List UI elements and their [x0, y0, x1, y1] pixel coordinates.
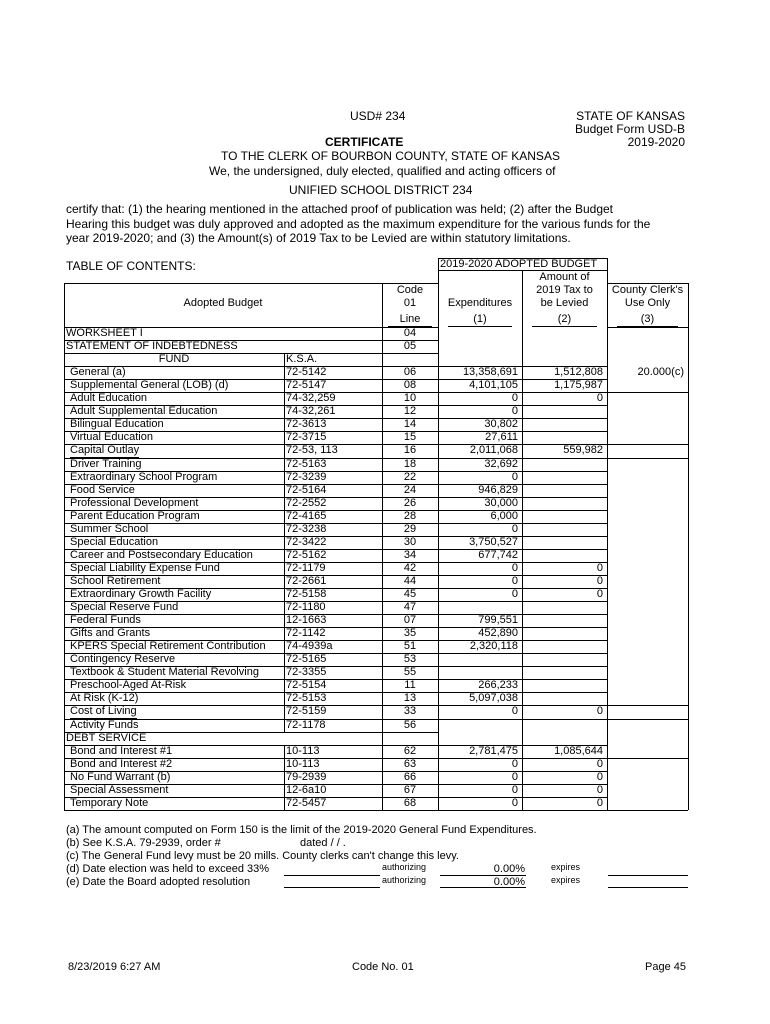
fund-row-code: 08 — [403, 379, 417, 392]
fund-row-code: 28 — [403, 509, 417, 522]
debt-row-ksa: 10-113 — [286, 757, 320, 770]
fund-row-code: 29 — [403, 522, 417, 535]
fund-header: FUND — [158, 353, 190, 366]
clerk-rule — [607, 758, 688, 759]
fund-row-name: Supplemental General (LOB) (d) — [70, 379, 229, 392]
fund-row-ksa: 72-5154 — [286, 679, 327, 692]
fund-row-code: 33 — [403, 705, 417, 718]
fund-row-ksa: 72-3239 — [286, 470, 327, 483]
clerk-bottom — [607, 810, 688, 811]
fund-row-tax: 0 — [596, 705, 603, 718]
adopted-budget-header: 2019-2020 ADOPTED BUDGET — [440, 258, 598, 270]
fund-row-ksa: 72-3422 — [286, 535, 327, 548]
debt-row-code: 62 — [403, 744, 417, 757]
col-expenditures-num: (1) — [473, 313, 487, 325]
fund-row-ksa: 72-5147 — [286, 379, 327, 392]
fund-row-ksa: 72-5142 — [286, 366, 327, 379]
fund-row-expenditures: 0 — [511, 574, 518, 587]
fund-row-code: 56 — [403, 718, 417, 731]
fund-row-name: Special Education — [70, 535, 159, 548]
fund-row-expenditures: 799,551 — [478, 614, 518, 627]
debt-service-label: DEBT SERVICE — [66, 731, 147, 744]
fund-row-code: 45 — [403, 588, 417, 600]
fund-row-code: 11 — [404, 679, 416, 692]
fund-row-code: 16 — [403, 444, 417, 457]
fund-row-ksa: 74-32,259 — [286, 392, 336, 405]
fund-row-ksa: 72-1142 — [286, 627, 326, 640]
fund-row-expenditures: 30,802 — [484, 418, 518, 431]
exp-num-underline — [448, 326, 512, 327]
fund-row-name: Capital Outlay — [70, 444, 140, 457]
fund-row-ksa: 72-5153 — [286, 692, 327, 705]
fund-row-name: Career and Postsecondary Education — [70, 548, 253, 561]
fund-row-code: 12 — [403, 405, 417, 418]
footer-timestamp: 8/23/2019 6:27 AM — [68, 961, 161, 973]
fund-row-code: 14 — [403, 418, 417, 431]
debt-row-name: Bond and Interest #1 — [70, 744, 173, 757]
fund-row-name: Federal Funds — [70, 614, 141, 627]
debt-row-expenditures: 0 — [511, 770, 518, 783]
clerk-rule — [607, 705, 688, 706]
fund-row-expenditures: 5,097,038 — [469, 692, 518, 705]
fund-row-tax: 0 — [596, 574, 603, 587]
clerk-rule — [607, 392, 688, 393]
fund-row-name: General (a) — [70, 366, 126, 379]
fund-row-expenditures: 2,320,118 — [469, 640, 518, 653]
fund-row-expenditures: 0 — [511, 588, 518, 600]
col-tax-c: be Levied — [540, 297, 589, 309]
tax-num-underline — [532, 326, 597, 327]
fund-row-ksa: 12-1663 — [286, 614, 327, 627]
row-rule — [64, 484, 607, 485]
fund-row-ksa: 72-2661 — [286, 574, 327, 587]
clerk-rule — [607, 719, 688, 720]
fund-row-name: Parent Education Program — [70, 509, 200, 522]
fund-row-code: 13 — [403, 692, 417, 705]
debt-row-name: No Fund Warrant (b) — [70, 770, 171, 783]
certify-line-2: Hearing this budget was duly approved and adopted as the maximum expenditure for the various funds for the — [66, 217, 651, 231]
fund-row-code: 24 — [403, 483, 417, 496]
debt-row-ksa: 10-113 — [286, 744, 320, 757]
fund-row-code: 18 — [403, 457, 417, 470]
note-e-percent-line — [440, 887, 526, 888]
fund-row-expenditures: 27,611 — [485, 431, 518, 444]
fund-row-tax: 1,175,987 — [554, 379, 603, 392]
fund-row-code: 35 — [403, 627, 417, 640]
col-code-c: Line — [399, 313, 421, 325]
fund-row-name: KPERS Special Retirement Contribution — [70, 640, 266, 653]
debt-row-ksa: 72-5457 — [286, 796, 327, 809]
budget-form-label: Budget Form USD-B — [574, 122, 685, 136]
table-right — [688, 283, 689, 810]
fiscal-year: 2019-2020 — [627, 135, 685, 149]
fund-row-code: 42 — [403, 561, 417, 574]
fund-row-code: 26 — [403, 496, 417, 509]
note-e-authorizing: authorizing — [382, 875, 427, 885]
fund-row-ksa: 72-3613 — [286, 418, 327, 431]
debt-row-name: Special Assessment — [70, 783, 169, 796]
undersigned-line: We, the undersigned, duly elected, qualified and acting officers of — [209, 164, 556, 178]
debt-row-name: Temporary Note — [70, 796, 149, 809]
fund-row-name: Summer School — [70, 522, 149, 535]
tax-sep — [522, 270, 523, 810]
state-label: STATE OF KANSAS — [576, 109, 685, 123]
fund-row-ksa: 72-3355 — [286, 666, 327, 679]
col-tax-num: (2) — [557, 313, 572, 325]
row-rule — [64, 719, 607, 720]
clerk-sep — [607, 258, 608, 810]
fund-row-expenditures: 677,742 — [478, 548, 518, 561]
debt-row-tax: 1,085,644 — [554, 744, 603, 757]
statement-code: 05 — [403, 340, 417, 353]
note-d-authorizing: authorizing — [382, 862, 427, 872]
debt-row-expenditures: 0 — [511, 783, 518, 796]
note-a: (a) The amount computed on Form 150 is the limit of the 2019-2020 General Fund Expenditures. — [66, 824, 537, 836]
debt-row-tax: 0 — [596, 757, 603, 770]
fund-row-ksa: 72-5162 — [286, 548, 327, 561]
ksa-sep-debt — [284, 745, 285, 810]
certificate-title: CERTIFICATE — [325, 135, 404, 149]
note-e-date-blank[interactable] — [284, 887, 380, 888]
debt-row-expenditures: 2,781,475 — [469, 744, 518, 757]
fund-row-code: 51 — [403, 640, 417, 653]
table-left — [64, 283, 65, 810]
debt-row-tax: 0 — [596, 783, 603, 796]
fund-row-ksa: 72-1180 — [286, 601, 326, 614]
fund-row-code: 34 — [403, 548, 417, 561]
note-e-expires-blank[interactable] — [608, 887, 688, 888]
code-sep — [382, 283, 383, 810]
fund-row-name: Special Reserve Fund — [70, 601, 179, 614]
worksheet-label: WORKSHEET I — [66, 327, 143, 339]
worksheet-code: 04 — [403, 327, 417, 339]
fund-row-ksa: 72-5163 — [286, 457, 327, 470]
debt-row-code: 68 — [403, 796, 417, 809]
fund-row-name: Gifts and Grants — [70, 627, 151, 640]
debt-row-expenditures: 0 — [511, 796, 518, 809]
fund-row-expenditures: 0 — [511, 522, 518, 535]
debt-row-ksa: 79-2939 — [286, 770, 327, 783]
exp-sep — [438, 283, 439, 810]
debt-row-name: Bond and Interest #2 — [70, 757, 173, 770]
col-expenditures: Expenditures — [447, 297, 513, 309]
fund-row-expenditures: 0 — [511, 705, 518, 718]
fund-row-expenditures: 32,692 — [484, 457, 518, 470]
fund-row-name: Extraordinary School Program — [70, 470, 218, 483]
fund-row-expenditures: 13,358,691 — [462, 366, 518, 379]
note-c: (c) The General Fund levy must be 20 mills. County clerks can't change this levy. — [66, 850, 459, 862]
fund-row-expenditures: 4,101,105 — [469, 379, 518, 392]
row-rule — [64, 614, 607, 615]
fund-row-expenditures: 946,829 — [478, 483, 518, 496]
clerk-rule — [607, 327, 688, 328]
fund-row-ksa: 72-3238 — [286, 522, 327, 535]
fund-row-name: Cost of Living — [70, 705, 137, 718]
to-clerk-line: TO THE CLERK OF BOURBON COUNTY, STATE OF KANSAS — [221, 149, 560, 163]
ksa-header: K.S.A. — [286, 353, 318, 366]
ksa-sep — [284, 353, 285, 731]
fund-row-expenditures: 0 — [511, 470, 518, 483]
footer-code: Code No. 01 — [352, 961, 414, 973]
fund-row-code: 06 — [403, 366, 417, 379]
fund-row-expenditures: 30,000 — [484, 496, 518, 509]
fund-row-tax: 1,512,808 — [554, 366, 603, 379]
note-d-expires-blank[interactable] — [608, 875, 688, 876]
fund-row-name: Food Service — [70, 483, 135, 496]
fund-row-code: 30 — [403, 535, 417, 548]
row-rule — [64, 692, 607, 693]
col-adopted-budget: Adopted Budget — [183, 297, 263, 309]
debt-row-code: 63 — [403, 757, 417, 770]
fund-row-ksa: 72-53, 113 — [286, 444, 338, 457]
col-code-a: Code — [396, 284, 424, 296]
note-d-date-blank[interactable] — [284, 875, 380, 876]
note-e: (e) Date the Board adopted resolution — [66, 876, 251, 888]
fund-row-expenditures: 3,750,527 — [469, 535, 518, 548]
fund-row-code: 07 — [403, 614, 417, 627]
note-d: (d) Date election was held to exceed 33% — [66, 863, 270, 875]
fund-row-code: 53 — [403, 653, 417, 666]
footer-page: Page 45 — [645, 961, 686, 973]
fund-row-name: At Risk (K-12) — [70, 692, 139, 705]
fund-row-expenditures: 266,233 — [478, 679, 518, 692]
clerk-rule — [607, 444, 688, 445]
district-name: UNIFIED SCHOOL DISTRICT 234 — [289, 183, 473, 197]
table-bottom — [64, 810, 607, 811]
fund-row-name: Adult Supplemental Education — [70, 405, 218, 418]
fund-row-ksa: 72-1179 — [286, 561, 326, 574]
note-e-expires: expires — [551, 875, 581, 885]
fund-row-code: 15 — [403, 431, 417, 444]
fund-row-name: Preschool-Aged At-Risk — [70, 679, 187, 692]
clerk-rule — [607, 458, 688, 459]
note-b-dated: dated / / . — [300, 837, 346, 849]
fund-row-ksa: 72-5164 — [286, 483, 327, 496]
fund-row-name: Textbook & Student Material Revolving — [70, 666, 259, 679]
fund-row-tax: 0 — [596, 588, 603, 600]
fund-row-expenditures: 0 — [511, 392, 518, 405]
fund-row-name: Professional Development — [70, 496, 199, 509]
usd-number: USD# 234 — [350, 109, 406, 123]
fund-row-ksa: 72-3715 — [286, 431, 327, 444]
debt-row-ksa: 12-6a10 — [286, 783, 327, 796]
fund-row-name: Activity Funds — [70, 718, 139, 731]
fund-row-code: 44 — [403, 574, 417, 587]
fund-row-ksa: 72-2552 — [286, 496, 327, 509]
col-tax-b: 2019 Tax to — [536, 284, 593, 296]
fund-row-name: Virtual Education — [70, 431, 153, 444]
debt-row-code: 66 — [403, 770, 417, 783]
fund-row-ksa: 72-5159 — [286, 705, 327, 718]
col-clerk-b: Use Only — [624, 297, 671, 309]
fund-row-expenditures: 2,011,068 — [469, 444, 518, 457]
note-e-percent: 0.00% — [493, 876, 525, 888]
fund-row-ksa: 74-32,261 — [286, 405, 336, 418]
debt-row-expenditures: 0 — [511, 757, 518, 770]
fund-row-expenditures: 0 — [511, 405, 518, 418]
note-d-percent: 0.00% — [493, 863, 525, 875]
col-code-b: 01 — [403, 297, 417, 309]
fund-row-name: Contingency Reserve — [70, 653, 176, 666]
toc-label: TABLE OF CONTENTS: — [66, 259, 196, 273]
fund-row-clerk: 20.000(c) — [637, 366, 684, 379]
debt-row-tax: 0 — [596, 796, 603, 809]
fund-row-code: 55 — [403, 666, 417, 679]
fund-row-ksa: 74-4939a — [286, 640, 333, 653]
debt-row-tax: 0 — [596, 770, 603, 783]
fund-row-ksa: 72-5165 — [286, 653, 327, 666]
certify-line-1: certify that: (1) the hearing mentioned in the attached proof of publication was held; (2) after the Budget — [66, 202, 613, 216]
col-tax-a: Amount of — [539, 271, 590, 283]
fund-row-ksa: 72-5158 — [286, 588, 327, 600]
fund-row-code: 10 — [403, 392, 417, 405]
fund-row-expenditures: 452,890 — [478, 627, 518, 640]
row-rule — [64, 458, 607, 459]
note-b: (b) See K.S.A. 79-2939, order # — [66, 837, 221, 849]
statement-label: STATEMENT OF INDEBTEDNESS — [66, 340, 238, 353]
fund-row-tax: 559,982 — [563, 444, 603, 457]
fund-row-tax: 0 — [596, 561, 603, 574]
debt-row-code: 67 — [403, 783, 417, 796]
fund-row-code: 22 — [403, 470, 417, 483]
fund-row-ksa: 72-1178 — [286, 718, 326, 731]
note-d-expires: expires — [551, 862, 581, 872]
fund-row-expenditures: 6,000 — [490, 509, 518, 522]
fund-row-tax: 0 — [596, 392, 603, 405]
fund-row-name: Driver Training — [70, 457, 142, 470]
fund-row-code: 47 — [403, 601, 417, 614]
fund-row-name: Extraordinary Growth Facility — [70, 588, 212, 600]
fund-row-name: Bilingual Education — [70, 418, 164, 431]
fund-row-ksa: 72-4165 — [286, 509, 327, 522]
col-clerk-num: (3) — [640, 313, 655, 325]
fund-row-name: Adult Education — [70, 392, 148, 405]
certify-line-3: year 2019-2020; and (3) the Amount(s) of 2019 Tax to be Levied are within statutory limitations. — [66, 231, 571, 245]
col-clerk-a: County Clerk's — [611, 284, 684, 296]
fund-row-name: Special Liability Expense Fund — [70, 561, 220, 574]
fund-row-expenditures: 0 — [511, 561, 518, 574]
fund-row-name: School Retirement — [70, 574, 161, 587]
